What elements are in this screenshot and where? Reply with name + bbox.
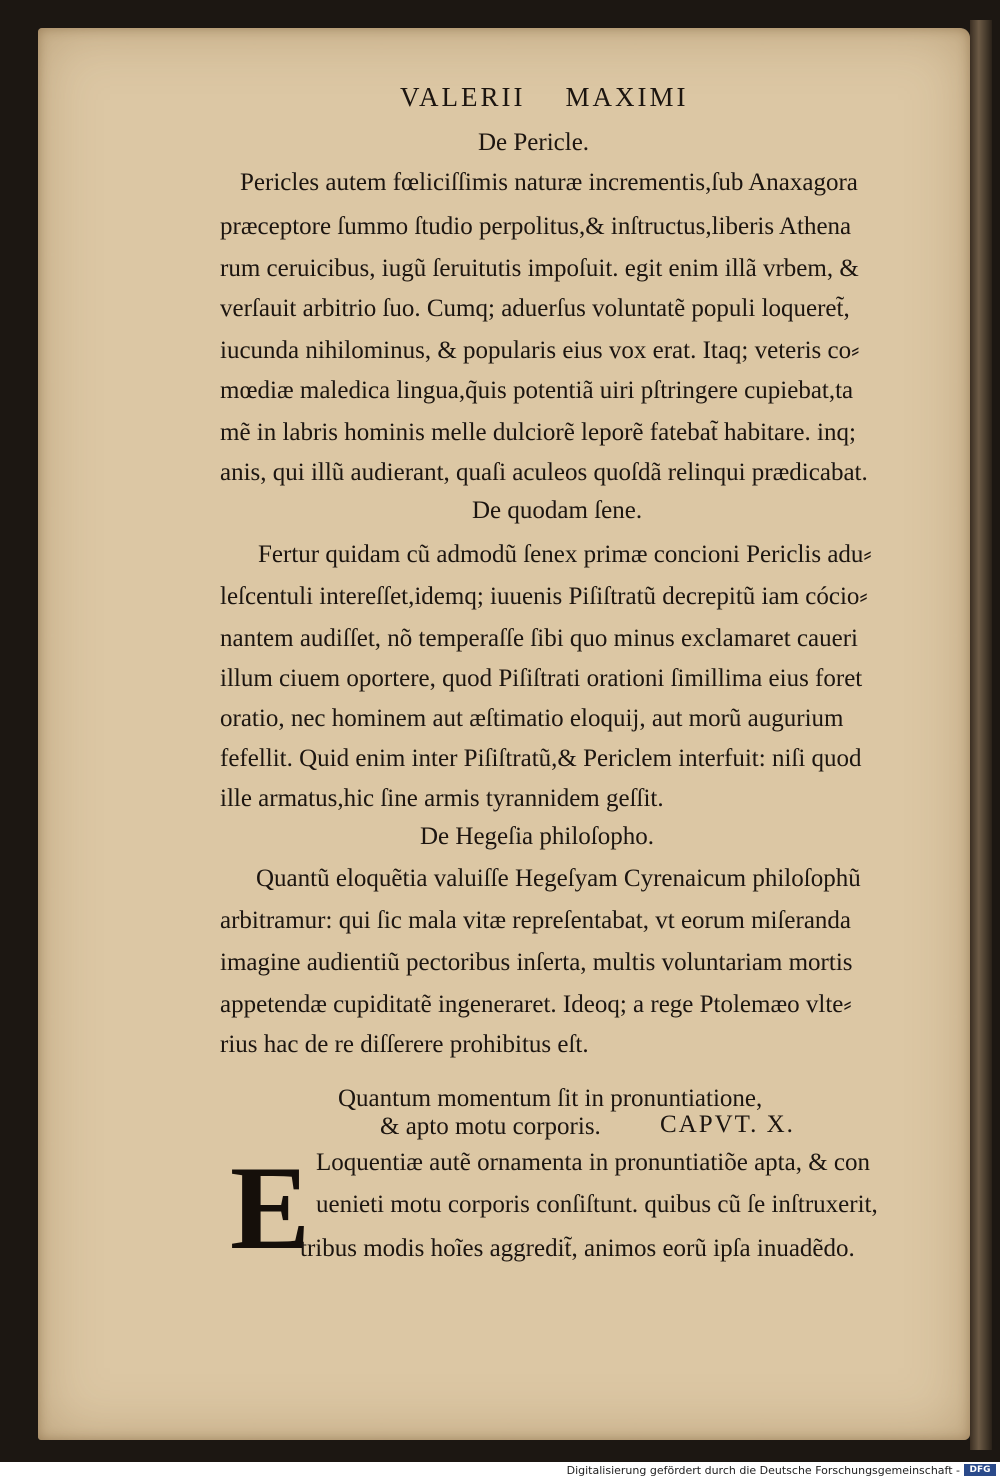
text-line: rum ceruicibus, iugũ ſeruitutis impoſuit. egit enim illã vrbem, & — [220, 255, 859, 282]
chapter-number: CAPVT. X. — [660, 1111, 795, 1138]
text-line: mœdiæ maledica lingua,q̃uis potentiã uiri pſtringere cupiebat,ta — [220, 377, 854, 404]
text-line: mẽ in labris hominis melle dulciorẽ leporẽ fatebat̃ habitare. inq; — [220, 419, 856, 446]
text-line: Quantũ eloquẽtia valuiſſe Hegeſyam Cyrenaicum philoſophũ — [256, 865, 861, 892]
text-line: nantem audiſſet, nõ temperaſſe ſibi quo minus exclamaret caueri — [220, 625, 858, 652]
section-heading: De quodam ſene. — [472, 497, 643, 524]
running-head-right: MAXIMI — [565, 82, 689, 112]
text-line: Fertur quidam cũ admodũ ſenex primæ concioni Periclis adu⸗ — [258, 541, 872, 568]
text-line: Loquentiæ autẽ ornamenta in pronuntiatiõe apta, & con — [316, 1149, 871, 1176]
text-line: anis, qui illũ audierant, quaſi aculeos quoſdã relinqui prædicabat. — [220, 459, 868, 486]
section-heading: De Hegeſia philoſopho. — [420, 823, 654, 850]
text-line: ille armatus,hic ſine armis tyrannidem geſſit. — [220, 785, 664, 812]
text-line: oratio, nec hominem aut æſtimatio eloquij, aut morũ augurium — [220, 705, 844, 732]
text-line: tribus modis hoĩes aggredit̃, animos eorũ ipſa inuadẽdo. — [300, 1235, 855, 1262]
chapter-title-line-1: Quantum momentum ſit in pronuntiatione, — [338, 1085, 763, 1112]
decorated-initial: E — [230, 1141, 311, 1274]
text-line: imagine audientiũ pectoribus inſerta, multis voluntariam mortis — [220, 949, 853, 976]
digitization-footer — [0, 1462, 1000, 1479]
chapter-title-line-2: & apto motu corporis. — [380, 1113, 601, 1140]
text-line: appetendæ cupiditatẽ ingeneraret. Ideoq; a rege Ptolemæo vlte⸗ — [220, 991, 852, 1018]
text-line: uenieti motu corporis conſiſtunt. quibus cũ ſe inſtruxerit, — [316, 1191, 878, 1218]
text-line: illum ciuem oportere, quod Piſiſtrati orationi ſimillima eius foret — [220, 665, 863, 692]
text-line: verſauit arbitrio ſuo. Cumq; aduerſus voluntatẽ populi loqueret̃, — [220, 295, 850, 322]
text-line: arbitramur: qui ſic mala vitæ repreſentabat, vt eorum miſeranda — [220, 907, 852, 934]
text-line: rius hac de re diſſerere prohibitus eſt. — [220, 1031, 589, 1058]
text-line: fefellit. Quid enim inter Piſiſtratũ,& Periclem interfuit: niſi quod — [220, 745, 862, 772]
text-line: Pericles autem fœliciſſimis naturæ incrementis,ſub Anaxagora — [240, 169, 858, 196]
text-line: iucunda nihilominus, & popularis eius vox erat. Itaq; veteris co⸗ — [220, 337, 860, 364]
running-head — [400, 82, 760, 113]
dfg-logo: DFG — [964, 1464, 996, 1476]
running-head-left: VALERII — [400, 82, 526, 112]
footer-credit: Digitalisierung gefördert durch die Deutsche Forschungsgemeinschaft - — [566, 1464, 960, 1477]
text-line: leſcentuli intereſſet,idemq; iuuenis Piſiſtratũ decrepitũ iam cócio⸗ — [220, 583, 868, 610]
text-line: præceptore ſummo ſtudio perpolitus,& inſtructus,liberis Athena — [220, 213, 852, 240]
section-heading: De Pericle. — [478, 129, 590, 156]
